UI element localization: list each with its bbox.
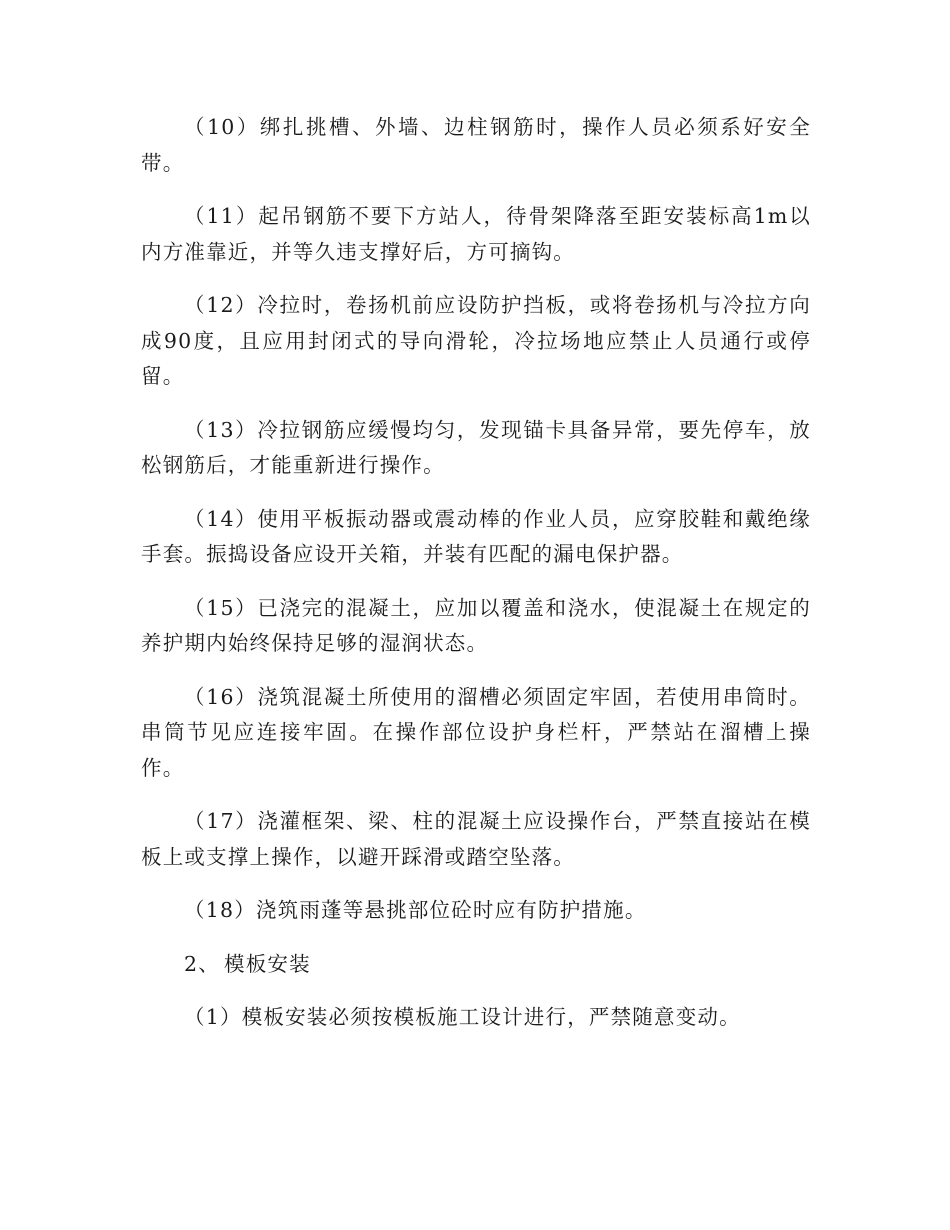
paragraph-10: （10）绑扎挑槽、外墙、边柱钢筋时，操作人员必须系好安全带。 <box>141 115 811 175</box>
paragraph-14: （14）使用平板振动器或震动棒的作业人员，应穿胶鞋和戴绝缘手套。振捣设备应设开关箱，并装有匹配的漏电保护器。 <box>141 506 811 566</box>
paragraph-18: （18）浇筑雨蓬等悬挑部位砼时应有防护措施。 <box>184 898 647 922</box>
paragraph-11: （11）起吊钢筋不要下方站人，待骨架降落至距安装标高1m以内方准靠近，并等久违支撑好后，方可摘钩。 <box>141 204 811 264</box>
section-title: 模板安装 <box>224 951 311 976</box>
paragraph-13: （13）冷拉钢筋应缓慢均匀，发现锚卡具备异常，要先停车，放松钢筋后，才能重新进行操作。 <box>141 417 811 477</box>
paragraph-17: （17）浇灌框架、梁、柱的混凝土应设操作台，严禁直接站在模板上或支撑上操作，以避开踩滑或踏空坠落。 <box>141 809 811 869</box>
document-body <box>141 110 811 1054</box>
section-number: 2、 <box>184 951 220 976</box>
section-heading <box>141 947 811 983</box>
paragraph-15: （15）已浇完的混凝土，应加以覆盖和浇水，使混凝土在规定的养护期内始终保持足够的湿润状态。 <box>141 595 811 655</box>
section-paragraph-1: （1）模板安装必须按模板施工设计进行，严禁随意变动。 <box>184 1005 741 1029</box>
paragraph-12: （12）冷拉时，卷扬机前应设防护挡板，或将卷扬机与冷拉方向成90度，且应用封闭式的导向滑轮，冷拉场地应禁止人员通行或停留。 <box>141 293 811 388</box>
paragraph-16: （16）浇筑混凝土所使用的溜槽必须固定牢固，若使用串筒时。串筒节见应连接牢固。在操作部位设护身栏杆，严禁站在溜槽上操作。 <box>141 684 811 780</box>
